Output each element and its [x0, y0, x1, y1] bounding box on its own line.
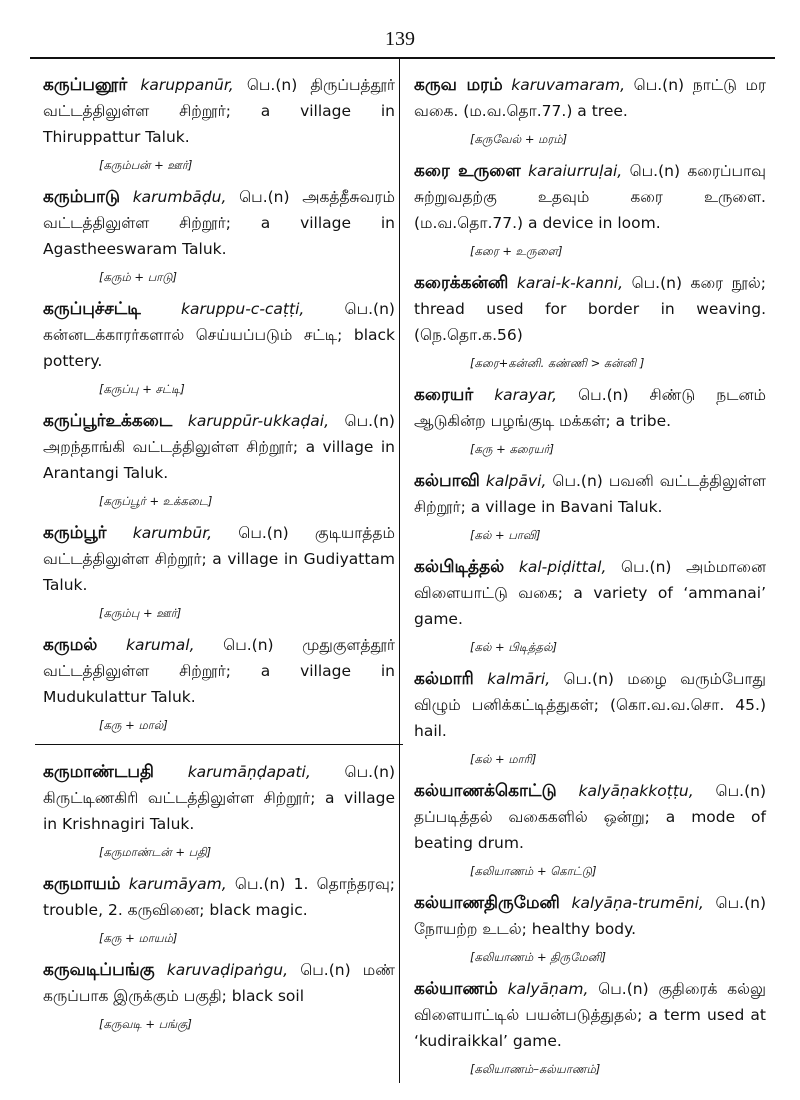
entry-text: [414, 382, 766, 434]
definition: பெ.(n) கரை நூல்; thread used for border in weaving. (நெ.தொ.க.56): [414, 274, 766, 344]
definition: பெ.(n) நாட்டு மர வகை. (ம.வ.தொ.77.) a tree.: [414, 76, 766, 120]
entry-text: [43, 520, 395, 598]
dictionary-entry: [43, 184, 395, 286]
dictionary-entry: [43, 957, 395, 1033]
headword: கரும்பாடு: [43, 187, 121, 207]
headword: கருப்பனூர்: [43, 75, 128, 95]
headword: கரை உருளை: [414, 161, 521, 181]
headword: கருமாயம்: [43, 874, 121, 894]
headword: கரையர்: [414, 385, 474, 405]
etymology: [கரு + மாயம்]: [99, 931, 178, 945]
headword: கருவடிப்பங்கு: [43, 960, 155, 980]
transliteration: karuvaḍipaṅgu,: [166, 961, 289, 979]
definition: பெ.(n) அம்மானை விளையாட்டு வகை; a variety of ‘ammanai’ game.: [414, 558, 766, 628]
etymology: [கரை + உருளை]: [470, 244, 563, 258]
dictionary-entry: [43, 632, 395, 734]
transliteration: karayar,: [494, 386, 558, 404]
etymology: [கலியாணம் + கொட்டு]: [470, 864, 597, 878]
transliteration: kal-piḍittal,: [518, 558, 607, 576]
headword: கருப்பூர்உக்கடை: [43, 411, 173, 431]
definition: பெ.(n) மழை வரும்போது விழும் பனிக்கட்டித்துகள்; (கொ.வ.வ.சொ. 45.) hail.: [414, 670, 766, 740]
dictionary-entry: [414, 72, 766, 148]
dictionary-entry: [414, 890, 766, 966]
etymology: [கரு + கரையர்]: [470, 442, 554, 456]
section-divider: [35, 744, 403, 745]
dictionary-entry: [43, 520, 395, 622]
headword: கருமாண்டபதி: [43, 762, 154, 782]
dictionary-entry: [43, 408, 395, 510]
entry-text: [414, 666, 766, 744]
dictionary-entry: [414, 554, 766, 656]
entry-text: [43, 871, 395, 923]
entry-text: [43, 408, 395, 486]
definition: பெ.(n) குதிரைக் கல்லு விளையாட்டில் பயன்படுத்துதல்; a term used at ‘kudiraikkal’ game.: [414, 980, 766, 1050]
etymology: [கருமாண்டன் + பதி]: [99, 845, 212, 859]
definition: பெ.(n) நோயற்ற உடல்; healthy body.: [414, 894, 766, 938]
transliteration: karuppanūr,: [140, 76, 234, 94]
transliteration: karaiurruḷai,: [528, 162, 623, 180]
etymology: [கல் + பிடித்தல்]: [470, 640, 557, 654]
dictionary-entry: [414, 666, 766, 768]
definition: பெ.(n) சிண்டு நடனம் ஆடுகின்ற பழங்குடி மக்கள்; a tribe.: [414, 386, 767, 430]
definition: பெ.(n) மண் கருப்பாக இருக்கும் பகுதி; black soil: [43, 961, 395, 1005]
column-divider: [399, 58, 400, 1083]
transliteration: kalyāṇam,: [507, 980, 589, 998]
definition: பெ.(n) தப்படித்தல் வகைகளில் ஒன்று; a mode of beating drum.: [414, 782, 766, 852]
dictionary-entry: [414, 158, 766, 260]
transliteration: karuvamaram,: [511, 76, 626, 94]
definition: பெ.(n) 1. தொந்தரவு; trouble, 2. கருவினை; black magic.: [43, 875, 395, 919]
dictionary-entry: [414, 382, 766, 458]
etymology: [கல் + மாரி]: [470, 752, 537, 766]
transliteration: kalmāri,: [487, 670, 551, 688]
headword: கருப்புச்சட்டி: [43, 299, 141, 319]
etymology: [கருவடி + பங்கு]: [99, 1017, 192, 1031]
entry-text: [43, 632, 395, 710]
entry-text: [43, 72, 395, 150]
headword: கரும்பூர்: [43, 523, 107, 543]
headword: கல்பிடித்தல்: [414, 557, 505, 577]
headword: கருவ மரம்: [414, 75, 503, 95]
entry-text: [43, 759, 395, 837]
entry-text: [43, 296, 395, 374]
definition: பெ.(n) பவனி வட்டத்திலுள்ள சிற்றூர்; a village in Bavani Taluk.: [414, 472, 766, 516]
dictionary-entry: [43, 759, 395, 861]
etymology: [கலியாணம் + திருமேனி]: [470, 950, 607, 964]
definition: பெ.(n) கரைப்பாவு சுற்றுவதற்கு உதவும் கரை உருளை. (ம.வ.தொ.77.) a device in loom.: [414, 162, 766, 232]
etymology: [கருப்பு + சட்டி]: [99, 382, 185, 396]
definition: பெ.(n) கன்னடக்காரர்களால் செய்யப்படும் சட்டி; black pottery.: [43, 300, 395, 370]
entry-text: [414, 554, 766, 632]
etymology: [கரும்பன் + ஊர்]: [99, 158, 193, 172]
headword: கல்யாணம்: [414, 979, 498, 999]
etymology: [கலியாணம்–கல்யாணம்]: [470, 1062, 601, 1076]
left-column: [43, 72, 395, 1043]
definition: பெ.(n) அகத்தீசுவரம் வட்டத்திலுள்ள சிற்றூர்; a village in Agastheeswaram Taluk.: [43, 188, 395, 258]
etymology: [கரு + மால்]: [99, 718, 168, 732]
etymology: [கரும் + பாடு]: [99, 270, 178, 284]
transliteration: karuppūr-ukkaḍai,: [187, 412, 329, 430]
headword: கல்யாணக்கொட்டு: [414, 781, 557, 801]
dictionary-entry: [43, 72, 395, 174]
headword: கரைக்கன்னி: [414, 273, 509, 293]
dictionary-entry: [414, 270, 766, 372]
headword: கல்யாணதிருமேனி: [414, 893, 560, 913]
etymology: [கருப்பூர் + உக்கடை]: [99, 494, 213, 508]
entry-text: [414, 890, 766, 942]
transliteration: karuppu-c-caṭṭi,: [181, 300, 305, 318]
dictionary-entry: [414, 468, 766, 544]
etymology: [கல் + பாவி]: [470, 528, 541, 542]
page-number: 139: [385, 28, 415, 50]
transliteration: kalyāṇakkoṭṭu,: [578, 782, 694, 800]
transliteration: karumbāḍu,: [132, 188, 227, 206]
right-column: [414, 72, 766, 1088]
entry-text: [414, 468, 766, 520]
transliteration: kalyāṇa-trumēni,: [571, 894, 704, 912]
entry-text: [414, 158, 766, 236]
transliteration: karumbūr,: [132, 524, 213, 542]
definition: பெ.(n) அறந்தாங்கி வட்டத்திலுள்ள சிற்றூர்; a village in Arantangi Taluk.: [43, 412, 395, 482]
transliteration: karai-k-kanni,: [516, 274, 624, 292]
entry-text: [414, 778, 766, 856]
definition: பெ.(n) கிருட்டிணகிரி வட்டத்திலுள்ள சிற்றூர்; a village in Krishnagiri Taluk.: [43, 763, 395, 833]
transliteration: kalpāvi,: [485, 472, 547, 490]
dictionary-entry: [43, 296, 395, 398]
dictionary-entry: [414, 976, 766, 1078]
definition: பெ.(n) திருப்பத்தூர் வட்டத்திலுள்ள சிற்றூர்; a village in Thiruppattur Taluk.: [43, 76, 395, 146]
entry-text: [43, 184, 395, 262]
etymology: [கரை+கன்னி. கண்ணி > கன்னி ]: [470, 356, 645, 370]
headword: கல்பாவி: [414, 471, 480, 491]
etymology: [கரும்பு + ஊர்]: [99, 606, 182, 620]
entry-text: [43, 957, 395, 1009]
dictionary-entry: [43, 871, 395, 947]
transliteration: karumal,: [126, 636, 195, 654]
entry-text: [414, 976, 766, 1054]
dictionary-entry: [414, 778, 766, 880]
headword: கல்மாரி: [414, 669, 474, 689]
entry-text: [414, 72, 766, 124]
entry-text: [414, 270, 766, 348]
definition: பெ.(n) முதுகுளத்தூர் வட்டத்திலுள்ள சிற்றூர்; a village in Mudukulattur Taluk.: [43, 636, 395, 706]
etymology: [கருவேல் + மரம்]: [470, 132, 568, 146]
transliteration: karumāyam,: [128, 875, 227, 893]
transliteration: karumāṇḍapati,: [187, 763, 311, 781]
header-rule: [30, 57, 775, 59]
definition: பெ.(n) குடியாத்தம் வட்டத்திலுள்ள சிற்றூர்; a village in Gudiyattam Taluk.: [43, 524, 395, 594]
headword: கருமல்: [43, 635, 98, 655]
